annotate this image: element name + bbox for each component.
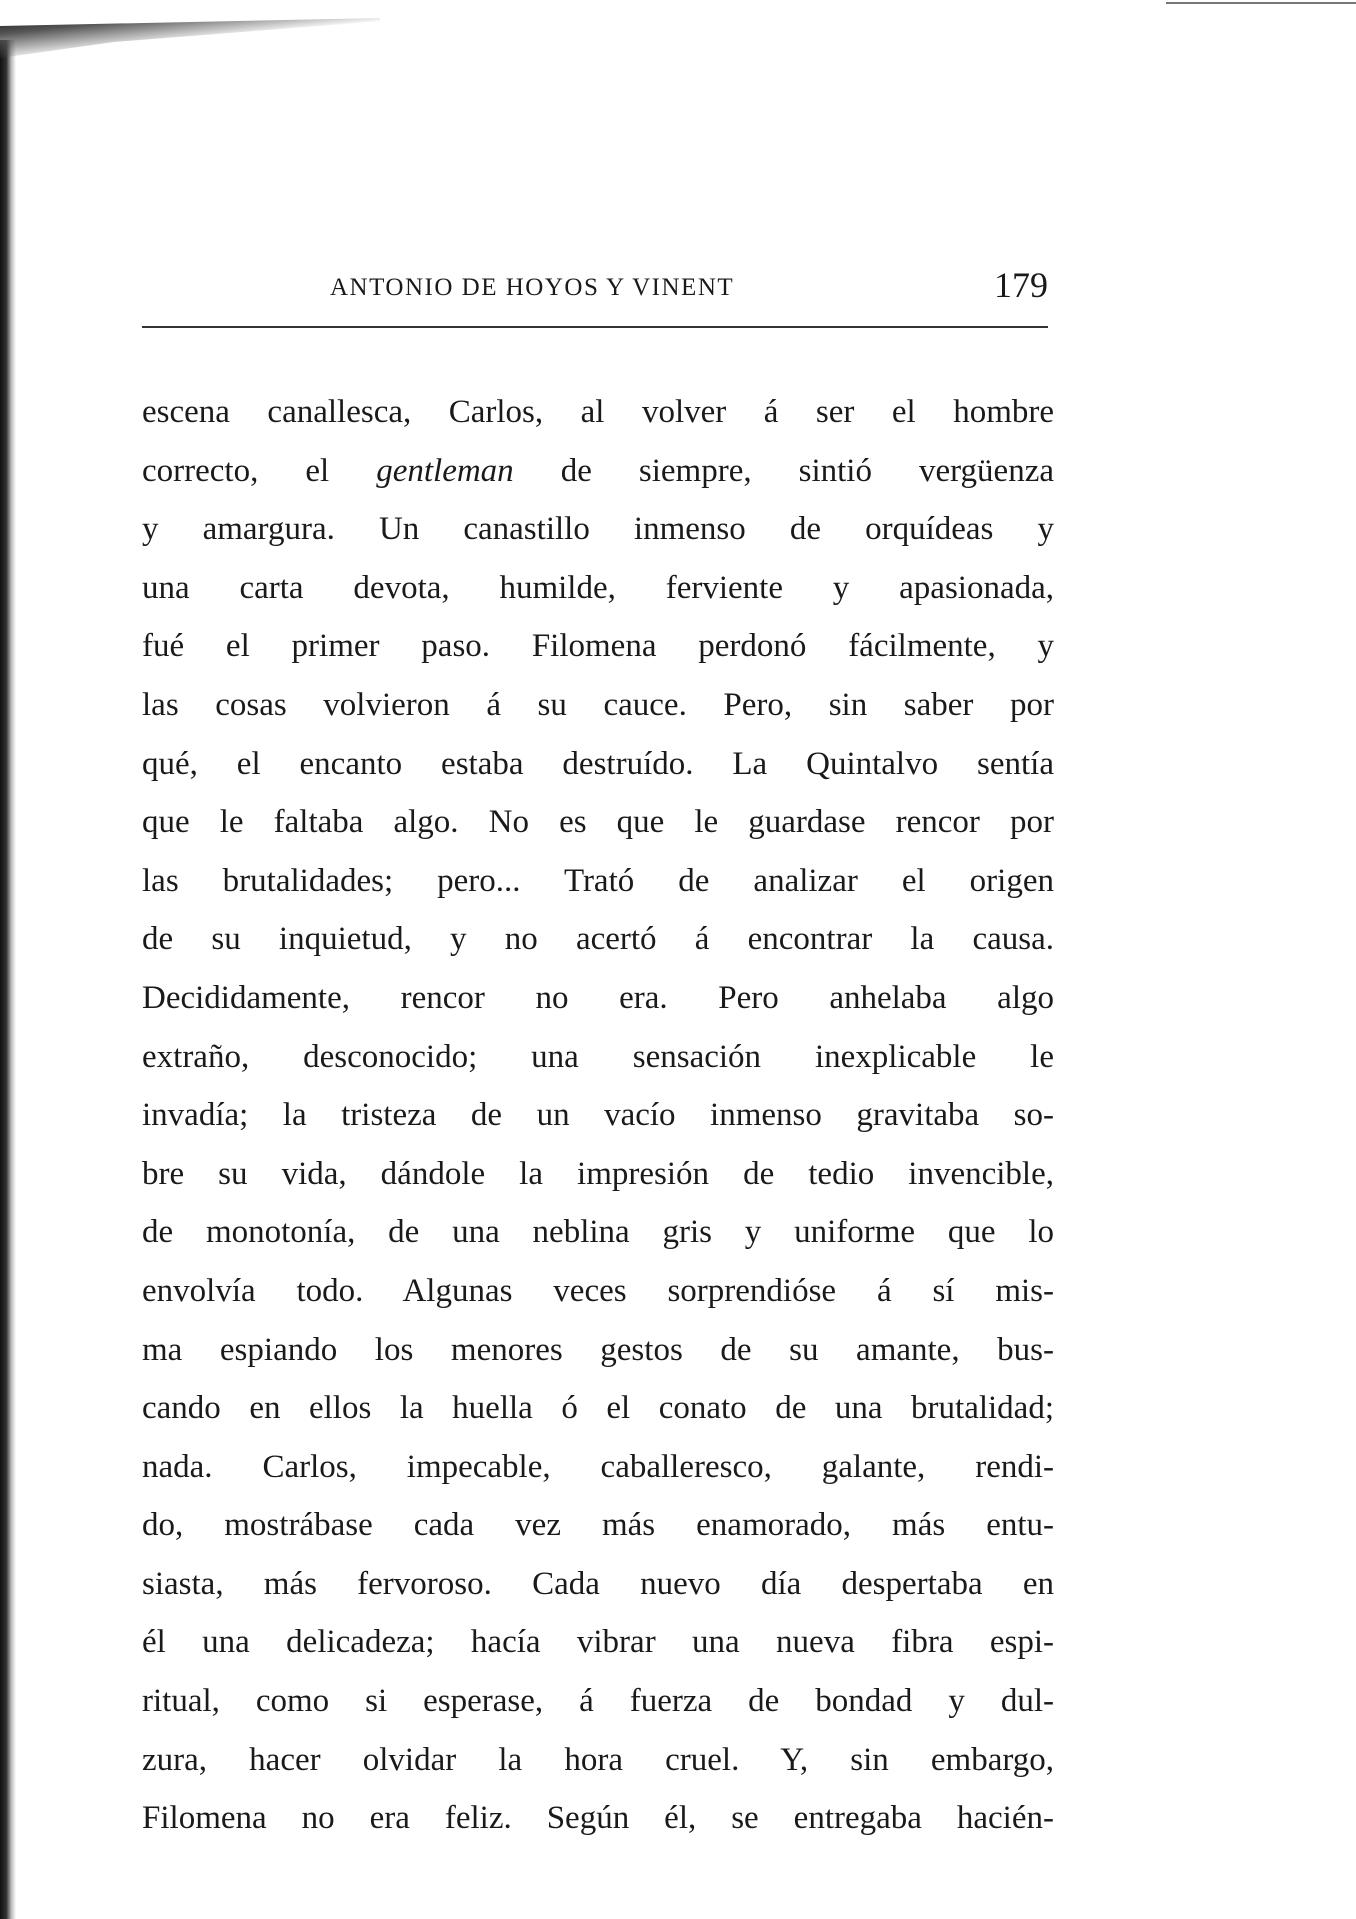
page-number: 179 [994, 265, 1048, 305]
header-rule [142, 326, 1048, 328]
text-line [142, 442, 1054, 501]
text-line: bre su vida, dándole la impresión de tedio invencible, [142, 1155, 1054, 1192]
running-title: ANTONIO DE HOYOS Y VINENT [330, 274, 735, 301]
text-line: que le faltaba algo. No es que le guardase rencor por [142, 804, 1054, 841]
text-line: siasta, más fervoroso. Cada nuevo día despertaba en [142, 1565, 1054, 1602]
text-run: de siempre, sintió vergüenza [513, 452, 1054, 489]
text-line: él una delicadeza; hacía vibrar una nueva fibra espi- [142, 1624, 1054, 1661]
body-text [142, 383, 1054, 1848]
text-line: una carta devota, humilde, ferviente y apasionada, [142, 569, 1054, 606]
text-line: de su inquietud, y no acertó á encontrar la causa. [142, 921, 1054, 958]
text-line: qué, el encanto estaba destruído. La Quintalvo sentía [142, 745, 1054, 782]
scan-smudge [0, 18, 380, 58]
text-run: correcto, el [142, 452, 377, 489]
text-line: ma espiando los menores gestos de su amante, bus- [142, 1331, 1054, 1368]
italic-word: gentleman [376, 452, 514, 489]
page-header [142, 265, 1048, 308]
text-line: las brutalidades; pero... Trató de analizar el origen [142, 862, 1054, 899]
scan-edge-line [1166, 2, 1356, 4]
text-line: cando en ellos la huella ó el conato de una brutalidad; [142, 1390, 1054, 1427]
text-line: ritual, como si esperase, á fuerza de bondad y dul- [142, 1683, 1054, 1720]
book-binding-shadow [0, 40, 16, 1919]
text-line: zura, hacer olvidar la hora cruel. Y, sin embargo, [142, 1741, 1054, 1778]
text-line: nada. Carlos, impecable, caballeresco, galante, rendi- [142, 1448, 1054, 1485]
text-line: envolvía todo. Algunas veces sorprendióse á sí mis- [142, 1272, 1054, 1309]
text-line: invadía; la tristeza de un vacío inmenso gravitaba so- [142, 1097, 1054, 1134]
text-line: Decididamente, rencor no era. Pero anhelaba algo [142, 979, 1054, 1016]
text-line: las cosas volvieron á su cauce. Pero, sin saber por [142, 686, 1054, 723]
text-line: fué el primer paso. Filomena perdonó fácilmente, y [142, 628, 1054, 665]
text-line: de monotonía, de una neblina gris y uniforme que lo [142, 1214, 1054, 1251]
text-line: Filomena no era feliz. Según él, se entregaba hacién- [142, 1800, 1054, 1837]
text-line: escena canallesca, Carlos, al volver á ser el hombre [142, 394, 1054, 430]
text-line: do, mostrábase cada vez más enamorado, más entu- [142, 1507, 1054, 1544]
text-line: y amargura. Un canastillo inmenso de orquídeas y [142, 511, 1054, 548]
text-line: extraño, desconocido; una sensación inexplicable le [142, 1038, 1054, 1075]
